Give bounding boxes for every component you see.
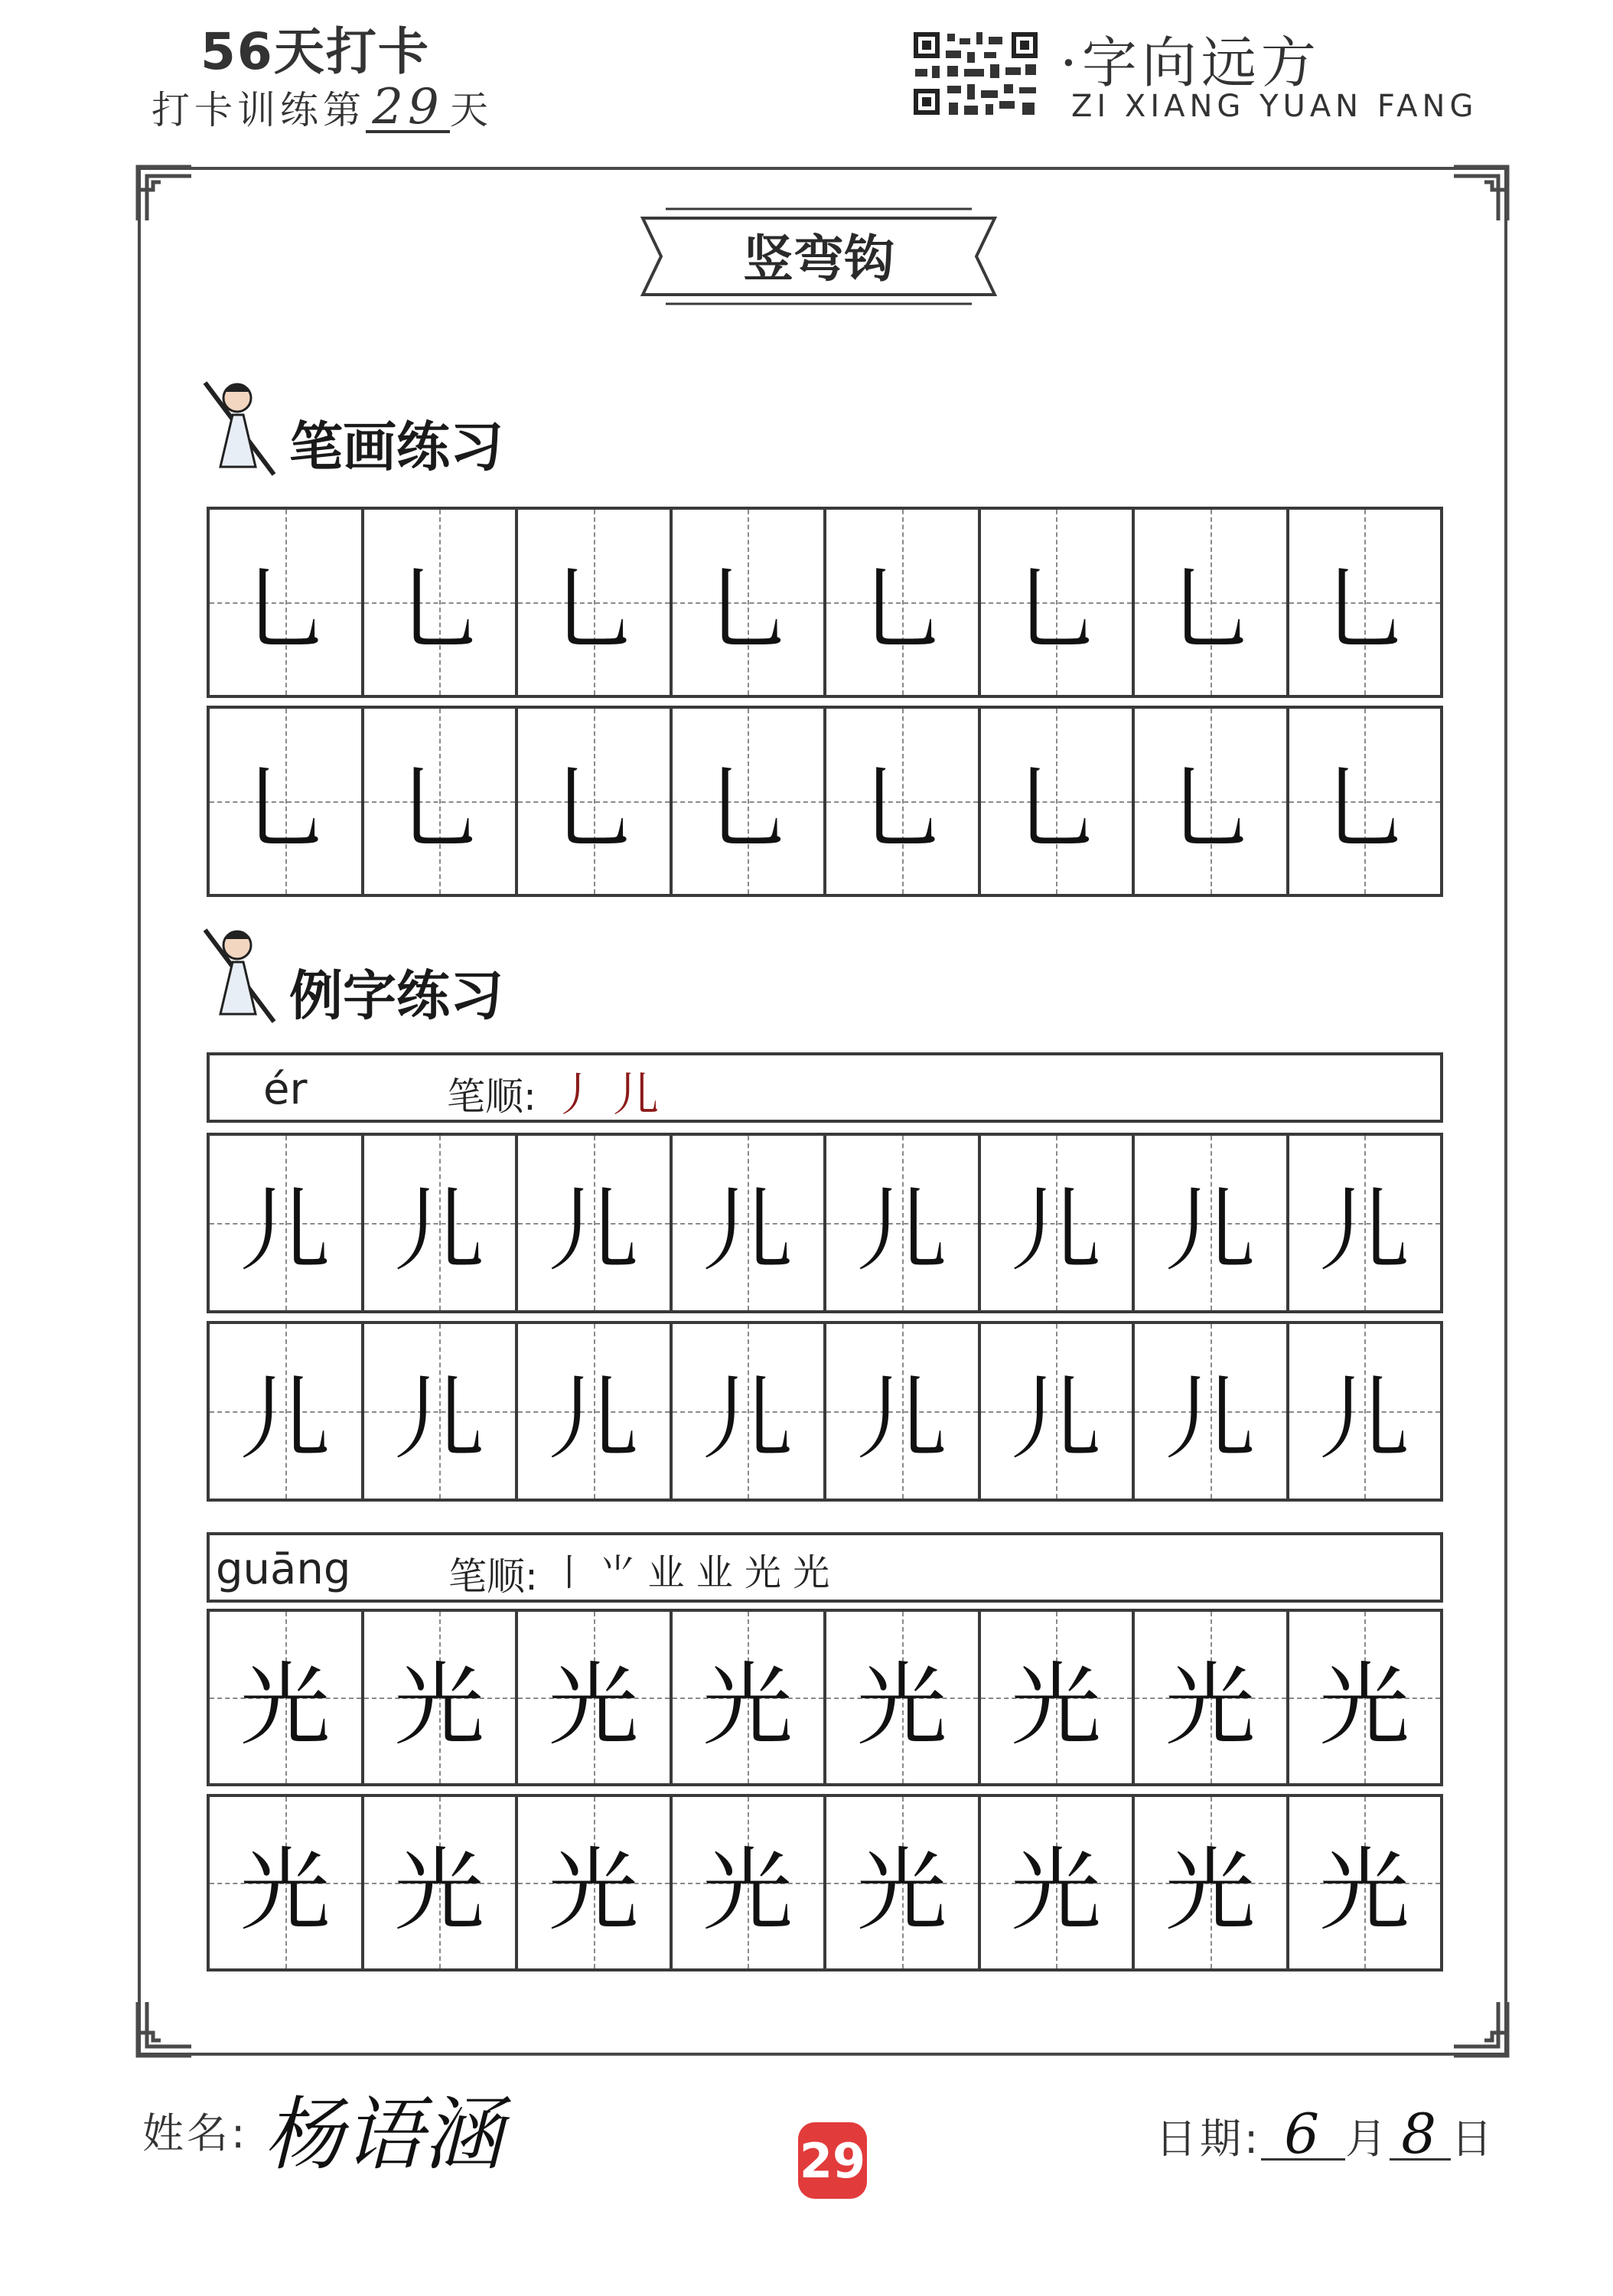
page-number-badge: 29 bbox=[798, 2122, 867, 2199]
practice-cell[interactable]: 儿 bbox=[1289, 1136, 1441, 1310]
practice-cell[interactable]: 儿 bbox=[364, 1324, 519, 1499]
stroke-order-er: 丿 儿 bbox=[552, 1068, 660, 1122]
practice-cell[interactable]: 光 bbox=[518, 1797, 673, 1968]
practice-cell[interactable]: 乚 bbox=[673, 510, 827, 695]
stroke-order-guang: 丨 ⺌ 业 业 光 光 bbox=[551, 1551, 830, 1594]
practice-cell[interactable]: 儿 bbox=[826, 1324, 981, 1499]
practice-cell[interactable]: 儿 bbox=[673, 1324, 827, 1499]
practice-cell[interactable]: 儿 bbox=[826, 1136, 981, 1310]
month-label: 月 bbox=[1345, 2115, 1390, 2163]
training-day-number: 29 bbox=[366, 84, 450, 133]
corner-ornament-icon bbox=[130, 159, 199, 228]
banner-title: 竖弯钩 bbox=[743, 230, 894, 289]
example-practice-heading: 例字练习 bbox=[289, 964, 503, 1027]
practice-cell[interactable]: 乚 bbox=[1135, 709, 1289, 894]
stroke-order-label: 笔顺: bbox=[448, 1554, 538, 1599]
practice-cell[interactable]: 乚 bbox=[1289, 510, 1441, 695]
brand-pinyin: ZI XIANG YUAN FANG bbox=[1071, 89, 1478, 124]
practice-cell[interactable]: 光 bbox=[1135, 1797, 1289, 1968]
practice-cell[interactable]: 光 bbox=[210, 1797, 364, 1968]
practice-cell[interactable]: 乚 bbox=[826, 510, 981, 695]
practice-cell[interactable]: 光 bbox=[673, 1612, 827, 1783]
practice-cell[interactable]: 乚 bbox=[673, 709, 827, 894]
stroke-order-label: 笔顺: bbox=[447, 1075, 536, 1119]
practice-cell[interactable]: 光 bbox=[981, 1797, 1136, 1968]
date-line bbox=[1155, 2102, 1496, 2166]
brand-title: ·字向远方 bbox=[1060, 31, 1321, 95]
practice-cell[interactable]: 光 bbox=[673, 1797, 827, 1968]
practice-cell[interactable]: 儿 bbox=[673, 1136, 827, 1310]
practice-cell[interactable]: 乚 bbox=[1289, 709, 1441, 894]
practice-cell[interactable]: 儿 bbox=[210, 1324, 364, 1499]
practice-cell[interactable]: 儿 bbox=[1135, 1136, 1289, 1310]
training-prefix: 打卡训练第 bbox=[152, 88, 366, 132]
er-row-2 bbox=[207, 1321, 1443, 1502]
corner-ornament-icon bbox=[1446, 1994, 1515, 2063]
practice-cell[interactable]: 光 bbox=[981, 1612, 1136, 1783]
name-label: 姓名: bbox=[142, 2109, 249, 2157]
student-name: 杨语涵 bbox=[264, 2088, 503, 2181]
practice-cell[interactable]: 光 bbox=[1289, 1797, 1441, 1968]
practice-cell[interactable]: 乚 bbox=[210, 709, 364, 894]
practice-cell[interactable]: 儿 bbox=[518, 1136, 673, 1310]
char-info-guang bbox=[207, 1532, 1443, 1603]
qr-code-icon bbox=[911, 29, 1041, 119]
stroke-practice-heading: 笔画练习 bbox=[289, 416, 503, 478]
practice-cell[interactable]: 乚 bbox=[364, 510, 519, 695]
scholar-brush-icon bbox=[197, 375, 282, 482]
practice-cell[interactable]: 儿 bbox=[981, 1136, 1136, 1310]
practice-cell[interactable]: 光 bbox=[364, 1612, 519, 1783]
date-label: 日期: bbox=[1155, 2115, 1262, 2163]
char-info-er bbox=[207, 1052, 1443, 1123]
stroke-row-2 bbox=[207, 706, 1443, 897]
practice-cell[interactable]: 光 bbox=[1289, 1612, 1441, 1783]
practice-cell[interactable]: 儿 bbox=[518, 1324, 673, 1499]
practice-cell[interactable]: 乚 bbox=[210, 510, 364, 695]
practice-cell[interactable]: 乚 bbox=[518, 510, 673, 695]
practice-cell[interactable]: 儿 bbox=[1135, 1324, 1289, 1499]
practice-cell[interactable]: 儿 bbox=[981, 1324, 1136, 1499]
scholar-brush-icon bbox=[197, 922, 282, 1029]
pinyin-guang: guāng bbox=[216, 1544, 351, 1594]
corner-ornament-icon bbox=[130, 1994, 199, 2063]
practice-cell[interactable]: 儿 bbox=[1289, 1324, 1441, 1499]
practice-cell[interactable]: 乚 bbox=[981, 709, 1136, 894]
pinyin-er: ér bbox=[263, 1065, 308, 1114]
training-suffix: 天 bbox=[450, 88, 493, 132]
practice-cell[interactable]: 乚 bbox=[826, 709, 981, 894]
practice-cell[interactable]: 光 bbox=[1135, 1612, 1289, 1783]
practice-cell[interactable]: 乚 bbox=[518, 709, 673, 894]
practice-cell[interactable]: 光 bbox=[364, 1797, 519, 1968]
checkin-title: 56天打卡 bbox=[200, 22, 430, 81]
guang-row-1 bbox=[207, 1609, 1443, 1786]
practice-cell[interactable]: 乚 bbox=[364, 709, 519, 894]
practice-cell[interactable]: 儿 bbox=[210, 1136, 364, 1310]
guang-row-2 bbox=[207, 1794, 1443, 1971]
practice-cell[interactable]: 光 bbox=[826, 1797, 981, 1968]
practice-cell[interactable]: 乚 bbox=[981, 510, 1136, 695]
practice-cell[interactable]: 光 bbox=[826, 1612, 981, 1783]
practice-cell[interactable]: 光 bbox=[518, 1612, 673, 1783]
er-row-1 bbox=[207, 1133, 1443, 1313]
date-day: 8 bbox=[1390, 2109, 1451, 2161]
day-label: 日 bbox=[1451, 2115, 1496, 2163]
date-month: 6 bbox=[1261, 2109, 1345, 2161]
corner-ornament-icon bbox=[1446, 159, 1515, 228]
stroke-row-1 bbox=[207, 507, 1443, 698]
practice-cell[interactable]: 儿 bbox=[364, 1136, 519, 1310]
training-day-line bbox=[152, 80, 493, 135]
practice-cell[interactable]: 乚 bbox=[1135, 510, 1289, 695]
practice-cell[interactable]: 光 bbox=[210, 1612, 364, 1783]
